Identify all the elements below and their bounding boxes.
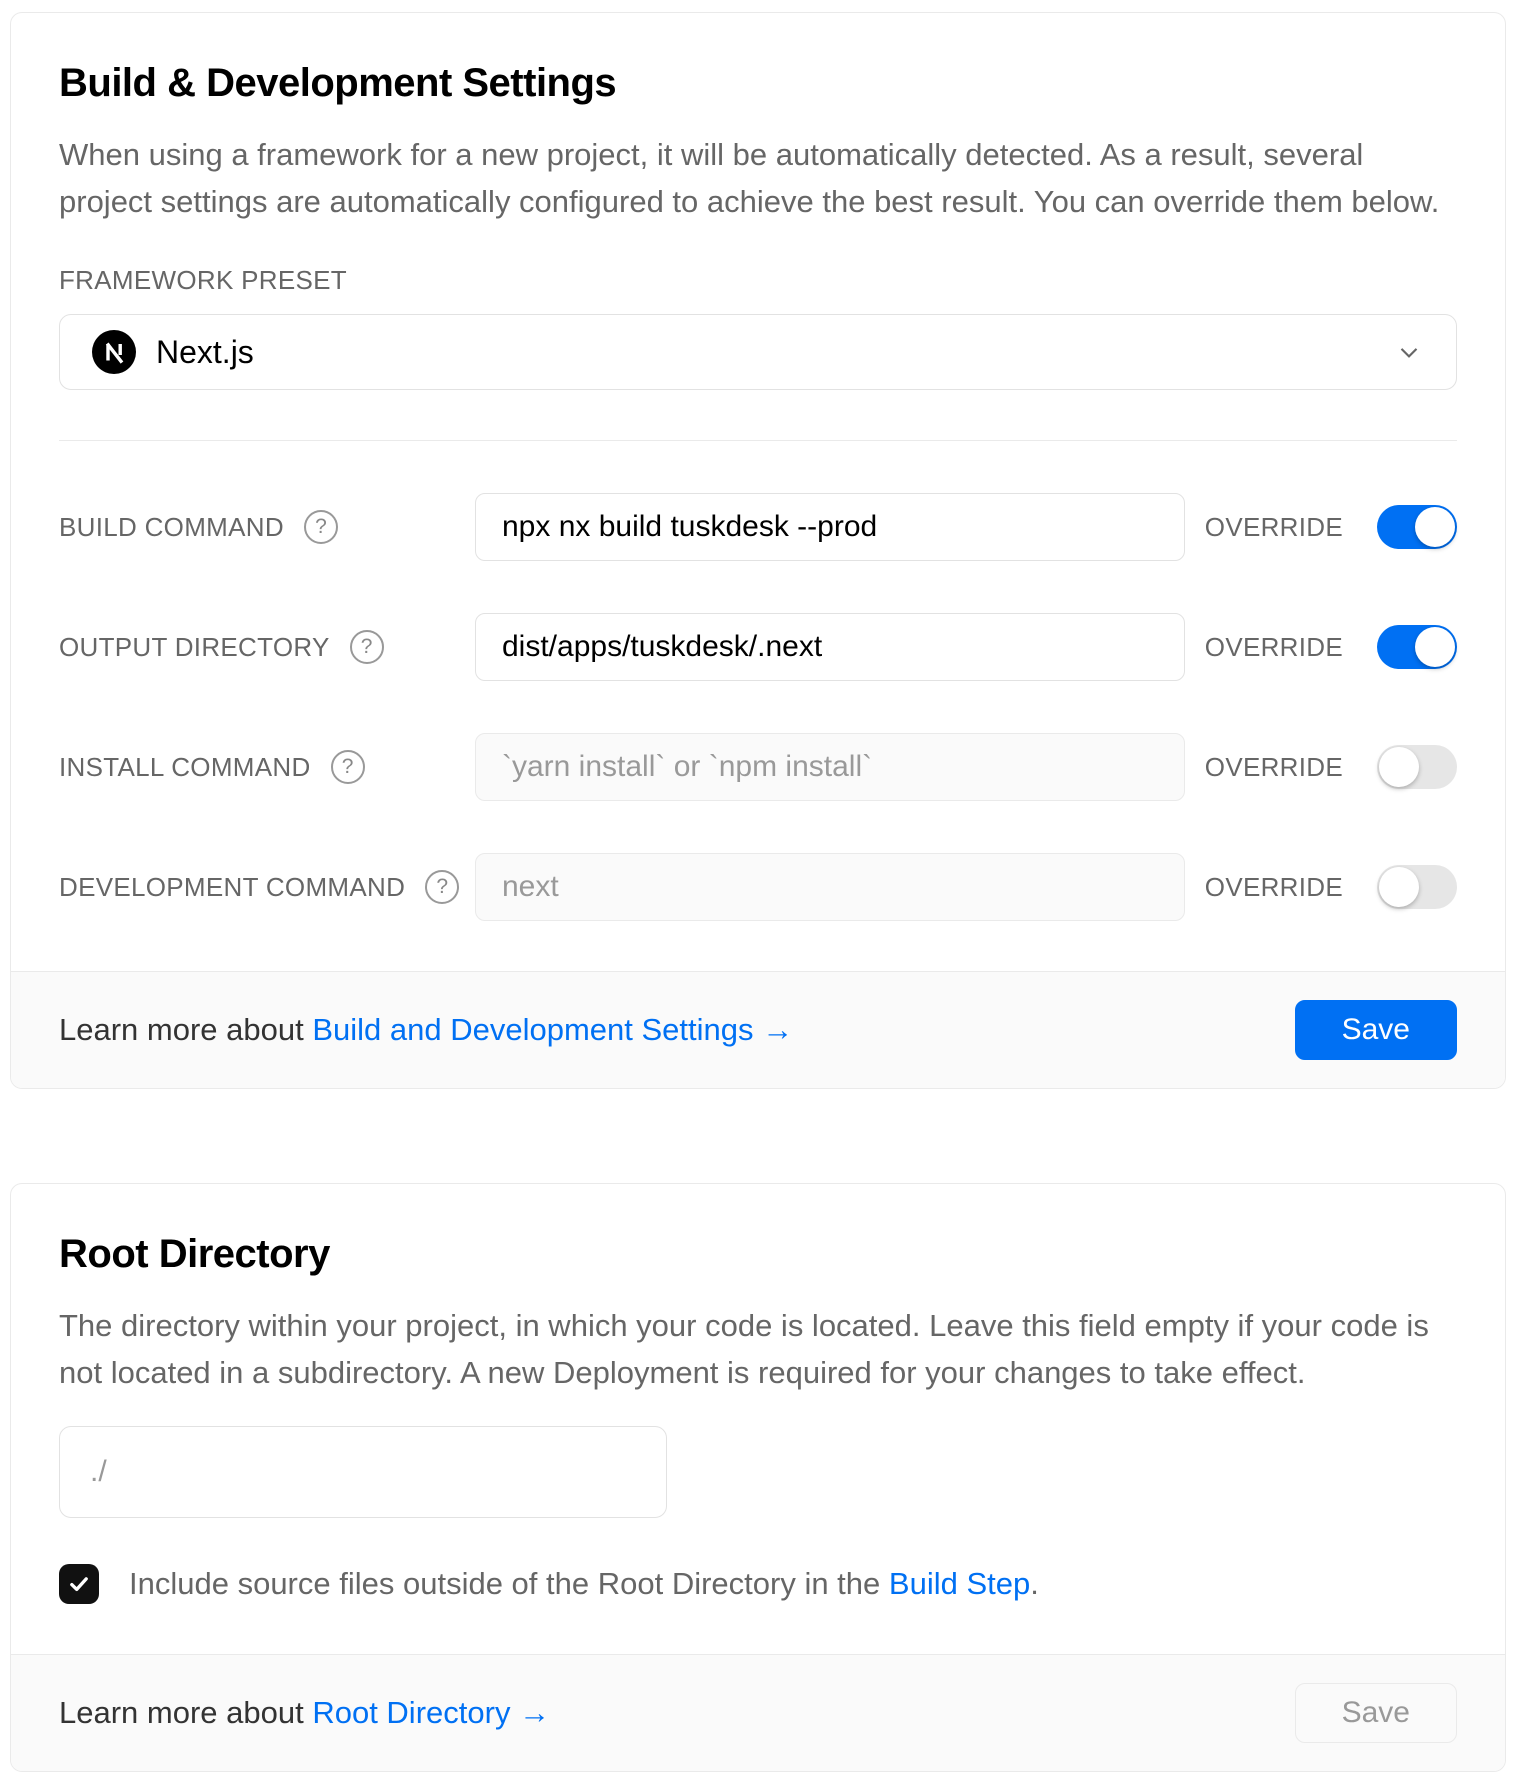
- development-command-label: DEVELOPMENT COMMAND: [59, 871, 406, 902]
- build-settings-description: When using a framework for a new project, it will be automatically detected. As a result, several project settings are automatically configured to achieve the best result. You can override them below.: [59, 137, 1440, 219]
- build-command-input[interactable]: [475, 493, 1185, 561]
- development-command-input: [475, 853, 1185, 921]
- build-command-row: [59, 493, 1457, 561]
- learn-more-text: Learn more about: [59, 1012, 313, 1047]
- build-settings-learn-more-link[interactable]: Build and Development Settings →: [312, 1012, 794, 1047]
- checkbox-label-text: Include source files outside of the Root Directory in the: [129, 1566, 889, 1601]
- root-directory-body: [11, 1184, 1505, 1654]
- development-command-override-toggle[interactable]: [1377, 865, 1457, 909]
- help-icon[interactable]: ?: [304, 510, 338, 544]
- framework-preset-label: FRAMEWORK PRESET: [59, 265, 347, 295]
- section-divider: [59, 440, 1457, 441]
- build-settings-footer: [11, 971, 1505, 1088]
- include-source-files-row: [59, 1564, 1457, 1604]
- root-directory-learn-more-link[interactable]: Root Directory →: [312, 1695, 551, 1730]
- build-settings-card: [10, 12, 1506, 1089]
- help-icon[interactable]: ?: [425, 870, 459, 904]
- include-source-files-checkbox[interactable]: [59, 1564, 99, 1604]
- install-command-input: [475, 733, 1185, 801]
- toggle-knob: [1379, 867, 1419, 907]
- root-directory-card: [10, 1183, 1506, 1772]
- framework-preset-value: Next.js: [156, 333, 254, 370]
- help-icon[interactable]: ?: [331, 750, 365, 784]
- checkmark-icon: [67, 1572, 91, 1596]
- toggle-knob: [1415, 627, 1455, 667]
- save-button[interactable]: Save: [1295, 1000, 1457, 1060]
- save-button-disabled: Save: [1295, 1683, 1457, 1743]
- help-icon[interactable]: ?: [350, 630, 384, 664]
- root-directory-title: Root Directory: [59, 1232, 330, 1276]
- chevron-down-icon: [1394, 337, 1424, 367]
- root-directory-description: The directory within your project, in which your code is located. Leave this field empty if your code is not located in a subdirectory. A new Deployment is required for your changes to take effect.: [59, 1308, 1429, 1390]
- learn-more-text: Learn more about: [59, 1695, 313, 1730]
- build-command-override-toggle[interactable]: [1377, 505, 1457, 549]
- output-directory-input[interactable]: [475, 613, 1185, 681]
- root-directory-input[interactable]: [59, 1426, 667, 1518]
- build-step-link[interactable]: Build Step: [888, 1566, 1031, 1601]
- install-command-label: INSTALL COMMAND: [59, 751, 311, 782]
- output-directory-override-toggle[interactable]: [1377, 625, 1457, 669]
- nextjs-logo-icon: [92, 330, 136, 374]
- override-label: OVERRIDE: [1204, 511, 1343, 542]
- framework-preset-select[interactable]: [59, 314, 1457, 390]
- override-label: OVERRIDE: [1204, 751, 1343, 782]
- output-directory-label: OUTPUT DIRECTORY: [59, 631, 330, 662]
- toggle-knob: [1415, 507, 1455, 547]
- root-directory-footer: [11, 1654, 1505, 1771]
- build-command-label: BUILD COMMAND: [59, 511, 284, 542]
- checkbox-label-suffix: .: [1030, 1566, 1039, 1601]
- toggle-knob: [1379, 747, 1419, 787]
- install-command-override-toggle[interactable]: [1377, 745, 1457, 789]
- override-label: OVERRIDE: [1204, 631, 1343, 662]
- build-settings-title: Build & Development Settings: [59, 61, 617, 105]
- build-settings-body: [11, 13, 1505, 971]
- output-directory-row: [59, 613, 1457, 681]
- development-command-row: [59, 853, 1457, 921]
- install-command-row: [59, 733, 1457, 801]
- override-label: OVERRIDE: [1204, 871, 1343, 902]
